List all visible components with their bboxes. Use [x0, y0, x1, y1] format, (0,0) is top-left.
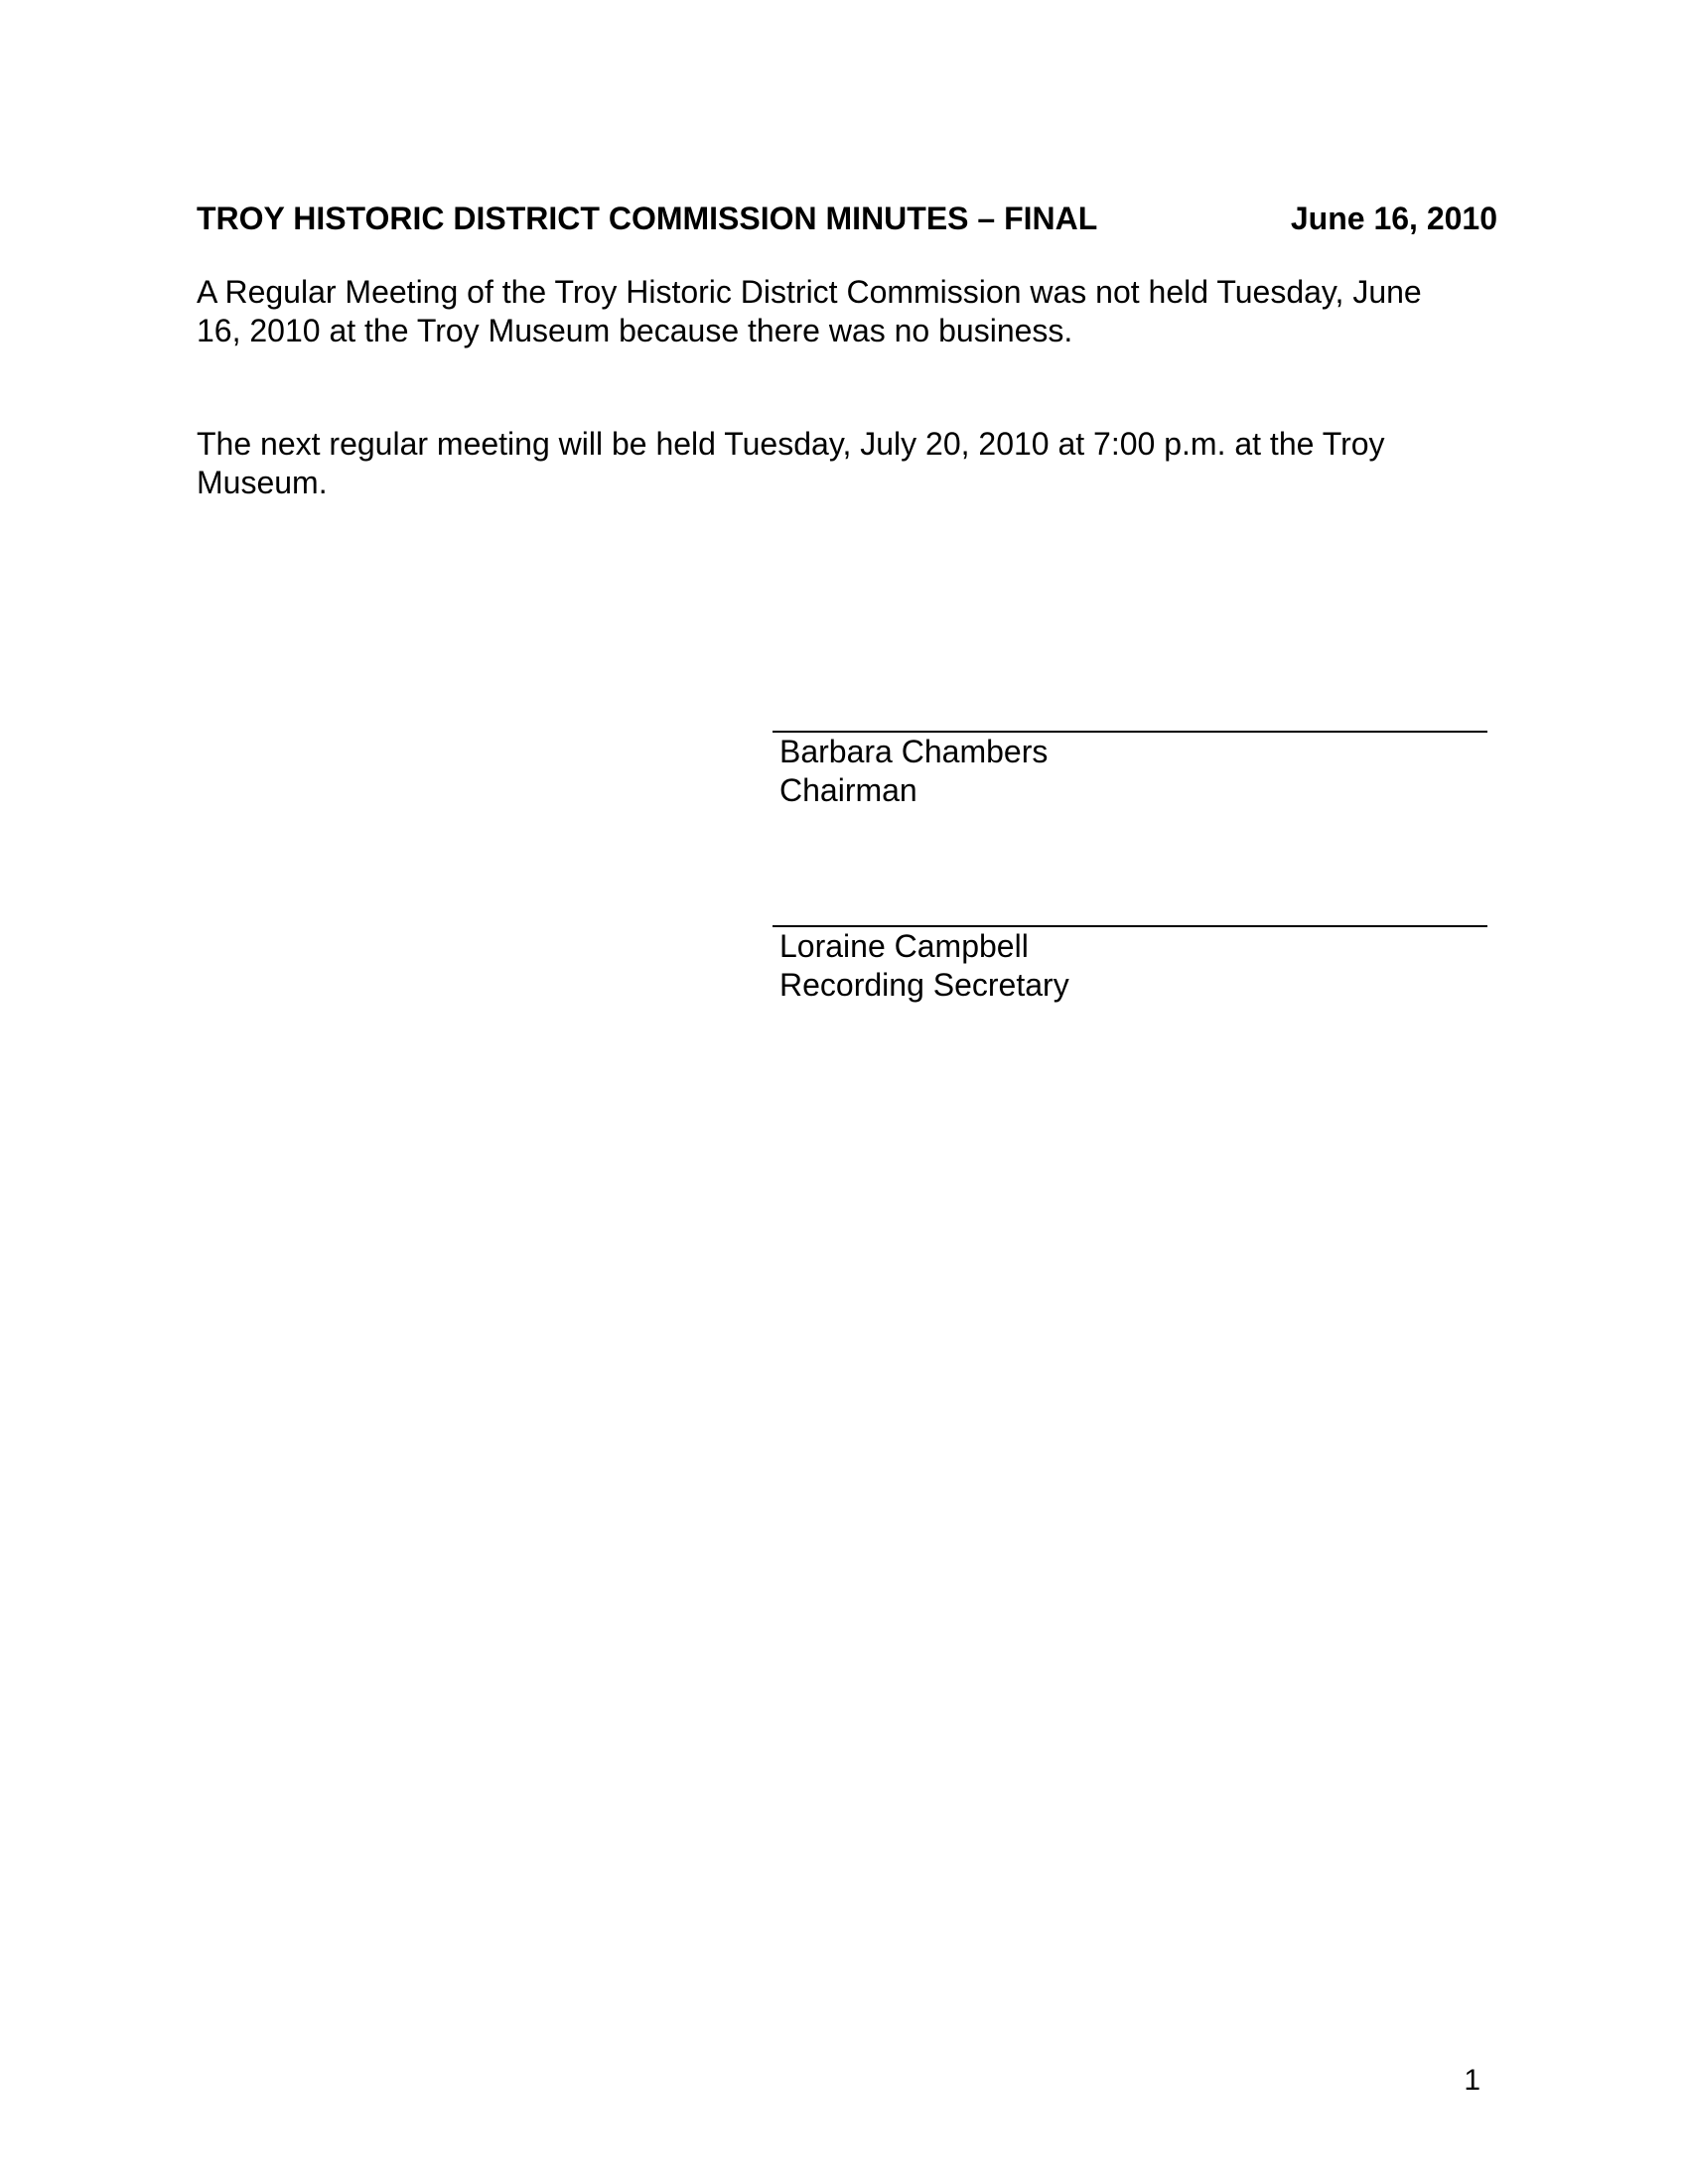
document-header — [197, 197, 1497, 240]
meeting-date: June 16, 2010 — [1290, 201, 1497, 236]
document-title: TROY HISTORIC DISTRICT COMMISSION MINUTES – FINAL — [197, 201, 1098, 236]
signer-name: Barbara Chambers — [779, 734, 1049, 769]
paragraph-line: 16, 2010 at the Troy Museum because there was no business. — [197, 313, 1073, 348]
signer-title: Chairman — [779, 772, 917, 808]
meeting-status-paragraph — [197, 273, 1507, 350]
paragraph-line: A Regular Meeting of the Troy Historic District Commission was not held Tuesday, June — [197, 274, 1422, 310]
signer-title: Recording Secretary — [779, 967, 1069, 1003]
signer-name: Loraine Campbell — [779, 928, 1029, 964]
page-number: 1 — [1464, 2064, 1480, 2097]
signature-block-chairman — [773, 731, 1487, 810]
paragraph-line: Museum. — [197, 465, 328, 500]
next-meeting-paragraph — [197, 425, 1507, 502]
signature-block-secretary — [773, 925, 1487, 1005]
paragraph-line: The next regular meeting will be held Tuesday, July 20, 2010 at 7:00 p.m. at the Troy — [197, 426, 1385, 462]
